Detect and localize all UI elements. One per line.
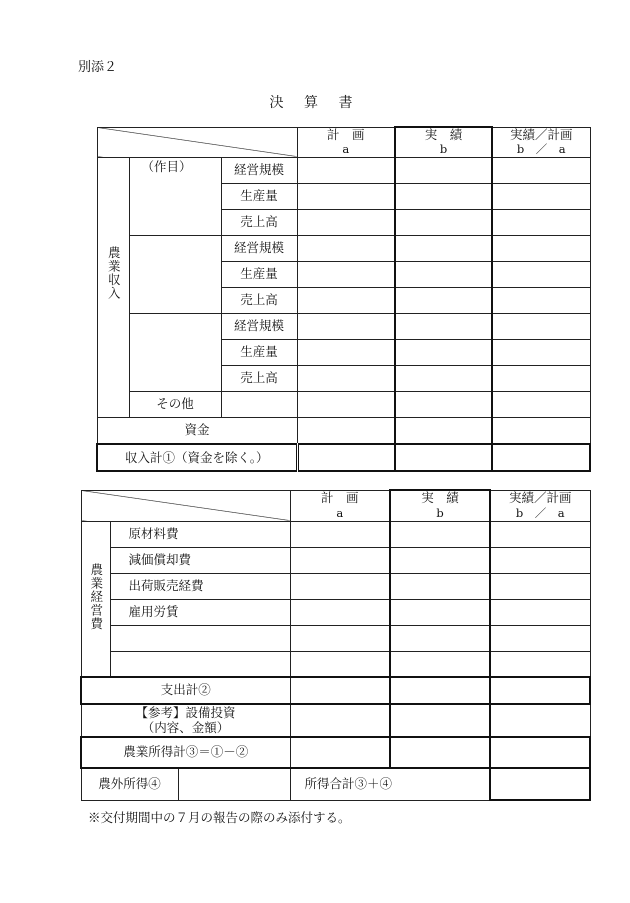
header-plan: 計 画 a [290, 490, 390, 521]
plan-cell[interactable] [297, 183, 395, 209]
expense-total-label: 支出計② [81, 677, 290, 704]
plan-cell[interactable] [290, 547, 390, 573]
actual-cell[interactable] [395, 261, 492, 287]
ratio-cell[interactable] [492, 209, 590, 235]
item-label: 生産量 [221, 339, 297, 365]
ratio-cell[interactable] [490, 599, 590, 625]
ratio-cell[interactable] [490, 573, 590, 599]
footnote: ※交付期間中の７月の報告の際のみ添付する。 [88, 810, 351, 825]
income-total-plan[interactable] [297, 444, 395, 471]
funds-label: 資金 [97, 417, 297, 444]
other-detail-cell[interactable] [221, 391, 297, 417]
income-total-label: 収入計①（資金を除く。） [97, 444, 297, 471]
header-ratio: 実績／計画 b ／ a [492, 127, 590, 157]
expense-group-label: 農業経営費 [81, 521, 110, 677]
grand-total-label: 所得合計③＋④ [290, 768, 490, 800]
document-title: 決 算 書 [269, 95, 361, 111]
ratio-cell[interactable] [490, 547, 590, 573]
plan-cell[interactable] [290, 521, 390, 547]
item-label: 経営規模 [221, 235, 297, 261]
item-label: 生産量 [221, 261, 297, 287]
actual-cell[interactable] [395, 339, 492, 365]
actual-cell[interactable] [395, 365, 492, 391]
actual-cell[interactable] [390, 521, 490, 547]
expense-total-ratio[interactable] [490, 677, 590, 704]
actual-cell[interactable] [395, 391, 492, 417]
expense-item-blank[interactable] [110, 625, 290, 651]
header-diagonal-cell [97, 127, 297, 157]
plan-cell[interactable] [290, 599, 390, 625]
plan-cell[interactable] [297, 287, 395, 313]
ratio-cell[interactable] [492, 391, 590, 417]
actual-cell[interactable] [395, 417, 492, 444]
actual-cell[interactable] [390, 625, 490, 651]
actual-cell[interactable] [390, 599, 490, 625]
actual-cell[interactable] [395, 209, 492, 235]
item-label: 売上高 [221, 209, 297, 235]
ratio-cell[interactable] [492, 235, 590, 261]
item-label: 経営規模 [221, 157, 297, 183]
crop-name-cell-3[interactable] [129, 313, 221, 391]
actual-cell[interactable] [395, 313, 492, 339]
other-label: その他 [129, 391, 221, 417]
ratio-cell[interactable] [490, 704, 590, 737]
ratio-cell[interactable] [490, 651, 590, 677]
farm-income-label: 農業所得計③＝①－② [81, 737, 290, 768]
crop-name-cell-1: （作目） [129, 157, 221, 235]
ratio-cell[interactable] [492, 339, 590, 365]
expense-item-label: 減価償却費 [110, 547, 290, 573]
ratio-cell[interactable] [492, 365, 590, 391]
actual-cell[interactable] [395, 287, 492, 313]
header-actual: 実 績 b [390, 490, 490, 521]
grand-total-value[interactable] [490, 768, 590, 800]
expense-table [80, 489, 591, 801]
header-plan: 計 画 a [297, 127, 395, 157]
expense-item-blank[interactable] [110, 651, 290, 677]
income-total-actual[interactable] [395, 444, 492, 471]
item-label: 経営規模 [221, 313, 297, 339]
non-farm-income-label: 農外所得④ [81, 768, 178, 800]
actual-cell[interactable] [390, 651, 490, 677]
expense-item-label: 原材料費 [110, 521, 290, 547]
farm-income-actual[interactable] [390, 737, 490, 768]
plan-cell[interactable] [297, 235, 395, 261]
ratio-cell[interactable] [492, 313, 590, 339]
income-group-label: 農業収入 [97, 157, 129, 391]
farm-income-plan[interactable] [290, 737, 390, 768]
item-label: 売上高 [221, 365, 297, 391]
expense-item-label: 出荷販売経費 [110, 573, 290, 599]
income-table [96, 126, 591, 472]
plan-cell[interactable] [297, 313, 395, 339]
actual-cell[interactable] [390, 573, 490, 599]
actual-cell[interactable] [390, 704, 490, 737]
plan-cell[interactable] [297, 209, 395, 235]
ratio-cell[interactable] [490, 625, 590, 651]
plan-cell[interactable] [297, 417, 395, 444]
item-label: 売上高 [221, 287, 297, 313]
plan-cell[interactable] [290, 573, 390, 599]
ratio-cell[interactable] [492, 417, 590, 444]
ratio-cell[interactable] [492, 261, 590, 287]
reference-label: 【参考】設備投資 （内容、金額） [81, 704, 290, 737]
header-diagonal-cell [81, 490, 290, 521]
actual-cell[interactable] [395, 235, 492, 261]
income-total-ratio[interactable] [492, 444, 590, 471]
ratio-cell[interactable] [490, 521, 590, 547]
actual-cell[interactable] [395, 183, 492, 209]
plan-cell[interactable] [297, 391, 395, 417]
ratio-cell[interactable] [492, 287, 590, 313]
header-actual: 実 績 b [395, 127, 492, 157]
non-farm-income-value[interactable] [178, 768, 290, 800]
expense-total-plan[interactable] [290, 677, 390, 704]
ratio-cell[interactable] [492, 183, 590, 209]
item-label: 生産量 [221, 183, 297, 209]
income-group-spacer [97, 391, 129, 417]
actual-cell[interactable] [390, 547, 490, 573]
expense-item-label: 雇用労賃 [110, 599, 290, 625]
plan-cell[interactable] [290, 651, 390, 677]
ratio-cell[interactable] [492, 157, 590, 183]
plan-cell[interactable] [297, 339, 395, 365]
plan-cell[interactable] [297, 365, 395, 391]
actual-cell[interactable] [395, 157, 492, 183]
plan-cell[interactable] [297, 157, 395, 183]
crop-name-cell-2[interactable] [129, 235, 221, 313]
plan-cell[interactable] [290, 704, 390, 737]
plan-cell[interactable] [297, 261, 395, 287]
farm-income-ratio[interactable] [490, 737, 590, 768]
expense-total-actual[interactable] [390, 677, 490, 704]
plan-cell[interactable] [290, 625, 390, 651]
header-ratio: 実績／計画 b ／ a [490, 490, 590, 521]
page-label: 別添２ [78, 60, 118, 75]
